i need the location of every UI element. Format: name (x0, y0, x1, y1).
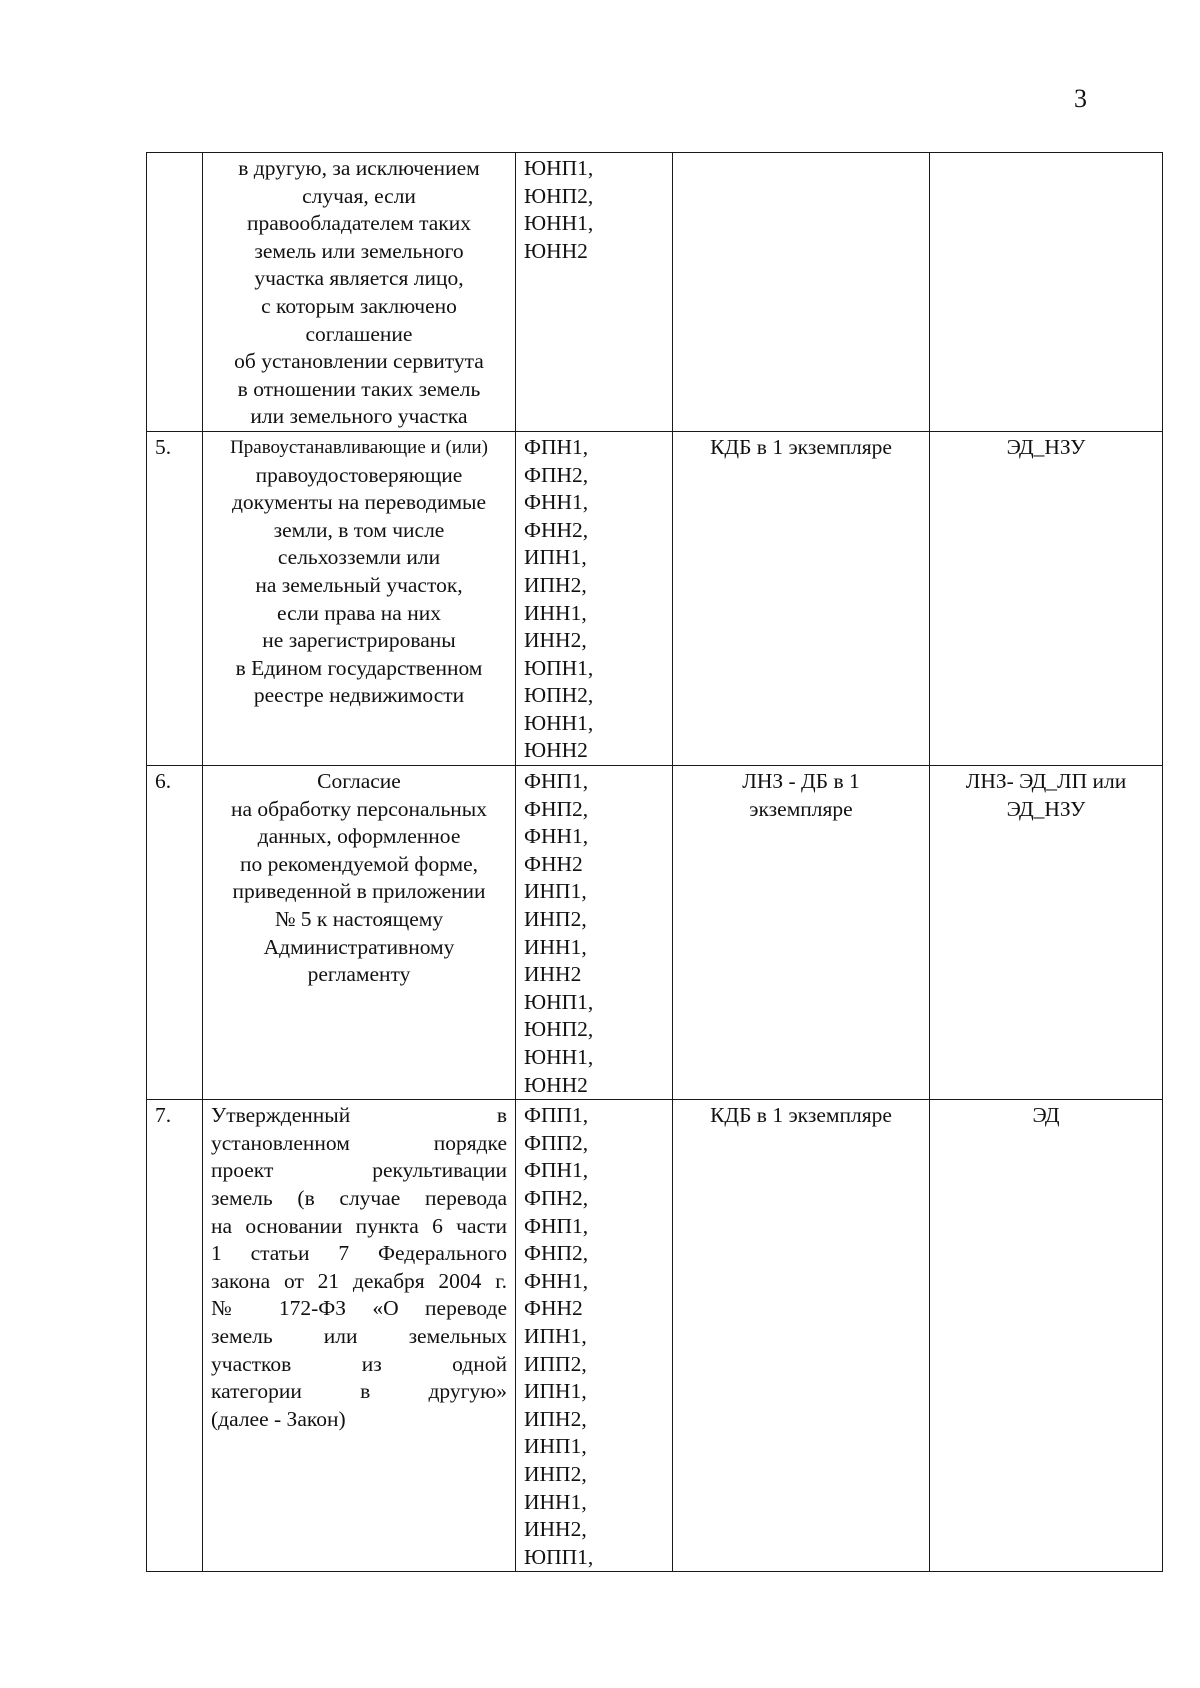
doc-line: закона от 21 декабря 2004 г. (211, 1268, 507, 1293)
doc-line: 1 статьи 7 Федерального (211, 1241, 507, 1266)
code-item: ФПН2, (524, 462, 589, 487)
doc-line: об установлении сервитута (234, 349, 484, 374)
code-item: ЮНП2, (524, 1017, 594, 1042)
code-item: ИПН1, (524, 545, 587, 570)
code-item: ФНН2 (524, 1296, 583, 1321)
code-item: ИНН2 (524, 962, 582, 987)
code-item: ЮНН1, (524, 1045, 594, 1069)
doc-line: случая, если (302, 183, 416, 208)
table-row (147, 153, 1163, 432)
doc-line: регламенту (307, 962, 411, 987)
doc-line: документы на переводимые (231, 490, 487, 515)
code-item: ФНП1, (524, 1213, 589, 1238)
doc-line: проект рекультивации (211, 1158, 507, 1183)
code-item: ФНН2 (524, 851, 583, 876)
applicant-codes (516, 1100, 673, 1572)
code-item: ФНП2, (524, 1241, 589, 1266)
code-item: ИНН2, (524, 1517, 587, 1542)
document-description (203, 1100, 516, 1572)
code-item: ИПП2, (524, 1351, 587, 1376)
doc-line: правоудостоверяющие (255, 462, 463, 487)
doc-line: № 172-ФЗ «О переводе (211, 1296, 507, 1321)
type-line: ЭД_НЗУ (1006, 796, 1086, 821)
code-item: ЮНП2, (524, 183, 594, 208)
submission-form (673, 153, 930, 432)
row-number: 7. (147, 1100, 203, 1572)
doc-line: с которым заключено (261, 293, 457, 318)
document-type (930, 153, 1163, 432)
table-row (147, 431, 1163, 765)
code-item: ИПН2, (524, 1406, 587, 1431)
applicant-codes (516, 431, 673, 765)
code-item: ЮПН1, (524, 655, 594, 680)
doc-line: в другую, за исключением (238, 156, 480, 180)
code-item: ФНН1, (524, 1268, 589, 1293)
code-item: ИНН1, (524, 934, 587, 959)
doc-line: категории в другую» (211, 1379, 507, 1404)
doc-line: участков из одной (211, 1351, 507, 1376)
code-item: ФНН1, (524, 490, 589, 515)
doc-line: на основании пункта 6 части (211, 1213, 507, 1238)
doc-line: земель или земельных (211, 1323, 507, 1348)
code-item: ИПН1, (524, 1323, 587, 1348)
doc-line: на земельный участок, (255, 572, 463, 597)
code-item: ИНН1, (524, 1489, 587, 1514)
doc-line: земель или земельного (254, 238, 464, 263)
table-row (147, 1100, 1163, 1572)
doc-line: земли, в том числе (273, 517, 445, 542)
document-description (203, 766, 516, 1100)
doc-line: на обработку персональных (230, 796, 488, 821)
code-item: ЮПП1, (524, 1544, 594, 1569)
doc-line: приведенной в приложении (232, 879, 486, 904)
doc-line: Правоустанавливающие и (или) (230, 436, 488, 458)
document-type (930, 766, 1163, 1100)
doc-line: Утвержденный в (211, 1103, 507, 1128)
document-type: ЭД (930, 1100, 1163, 1572)
code-item: ЮПН2, (524, 683, 594, 708)
document-description (203, 431, 516, 765)
row-number (147, 153, 203, 432)
code-item: ФНП1, (524, 769, 589, 794)
code-item: ЮНН1, (524, 710, 594, 735)
doc-line: установленном порядке (211, 1130, 507, 1155)
row-number: 6. (147, 766, 203, 1100)
table-row (147, 766, 1163, 1100)
applicant-codes (516, 766, 673, 1100)
code-item: ФПН2, (524, 1185, 589, 1210)
code-item: ФНП2, (524, 796, 589, 821)
doc-line: соглашение (305, 321, 413, 346)
doc-line: Согласие (317, 769, 401, 794)
doc-line: правообладателем таких (247, 211, 471, 236)
code-item: ЮНП1, (524, 989, 594, 1014)
doc-line: не зарегистрированы (262, 628, 456, 653)
submission-form: КДБ в 1 экземпляре (673, 431, 930, 765)
row-number: 5. (147, 431, 203, 765)
doc-line: или земельного участка (250, 404, 468, 429)
doc-line: Административному (263, 934, 455, 959)
code-item: ЮНН1, (524, 211, 594, 236)
form-line: ЛНЗ - ДБ в 1 (742, 769, 860, 794)
doc-line: в отношении таких земель (237, 376, 481, 401)
code-item: ИНП2, (524, 1461, 587, 1486)
code-item: ФПН1, (524, 1158, 589, 1183)
code-item: ИНП1, (524, 879, 587, 904)
code-item: ФНН2, (524, 517, 589, 542)
page-number: 3 (1074, 84, 1087, 113)
doc-line: земель (в случае перевода (211, 1185, 507, 1210)
code-item: ЮНП1, (524, 156, 594, 180)
doc-line: № 5 к настоящему (274, 907, 444, 932)
form-line: экземпляре (749, 796, 853, 821)
code-item: ИПН1, (524, 1379, 587, 1404)
doc-line: (далее - Закон) (211, 1406, 346, 1431)
code-item: ФПН1, (524, 434, 589, 459)
code-item: ИНН2, (524, 628, 587, 653)
documents-table (146, 152, 1163, 1572)
document-type: ЭД_НЗУ (930, 431, 1163, 765)
submission-form: КДБ в 1 экземпляре (673, 1100, 930, 1572)
code-item: ИНП2, (524, 907, 587, 932)
doc-line: данных, оформленное (257, 824, 461, 849)
doc-line: участка является лицо, (254, 266, 464, 291)
submission-form (673, 766, 930, 1100)
code-item: ИПН2, (524, 572, 587, 597)
code-item: ЮНН2 (524, 738, 588, 763)
doc-line: реестре недвижимости (253, 683, 465, 708)
code-item: ФНН1, (524, 824, 589, 849)
code-item: ФПП1, (524, 1103, 589, 1128)
document-description (203, 153, 516, 432)
code-item: ФПП2, (524, 1130, 589, 1155)
type-line: ЛНЗ- ЭД_ЛП или (965, 769, 1127, 794)
code-item: ЮНН2 (524, 1072, 588, 1097)
doc-line: если права на них (276, 600, 441, 625)
code-item: ЮНН2 (524, 238, 588, 263)
code-item: ИНП1, (524, 1434, 587, 1459)
code-item: ИНН1, (524, 600, 587, 625)
applicant-codes (516, 153, 673, 432)
doc-line: в Едином государственном (235, 655, 483, 680)
doc-line: по рекомендуемой форме, (239, 851, 479, 876)
doc-line: сельхозземли или (277, 545, 441, 570)
